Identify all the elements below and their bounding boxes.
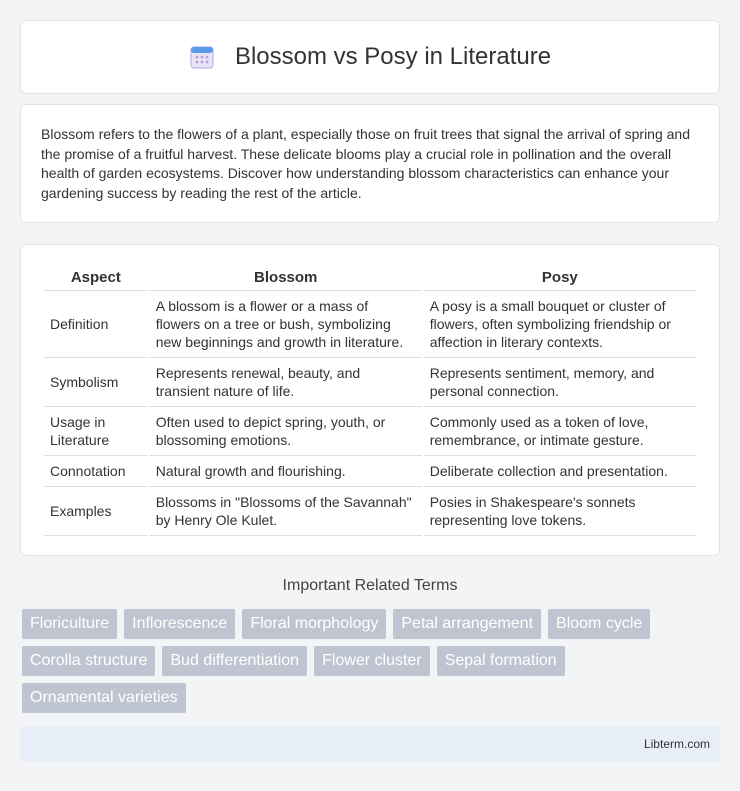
intro-card: [20, 104, 720, 223]
header-card: [20, 20, 720, 94]
related-terms-list: [22, 609, 722, 720]
table-cell: Blossoms in "Blossoms of the Savannah" by Henry Ole Kulet.: [150, 487, 422, 536]
table-cell: Represents renewal, beauty, and transient nature of life.: [150, 358, 422, 407]
table-header-row: [44, 265, 696, 291]
tag[interactable]: Ornamental varieties: [22, 683, 186, 713]
intro-text: Blossom refers to the flowers of a plant, especially those on fruit trees that signal the arrival of spring and the promise of a fruitful harvest. These delicate blooms play a crucial role in pollination and the overall health of garden ecosystems. Discover how understanding blossom characteristics can enhance your gardening success by reading the rest of the article.: [41, 126, 690, 201]
table-cell: A posy is a small bouquet or cluster of flowers, often symbolizing friendship or affection in literary contexts.: [424, 291, 696, 358]
tag[interactable]: Bud differentiation: [162, 646, 307, 676]
related-terms-title: Important Related Terms: [282, 577, 458, 594]
table-row: [44, 487, 696, 536]
table-row: [44, 358, 696, 407]
column-header: Blossom: [150, 265, 422, 291]
table-cell: Commonly used as a token of love, remembrance, or intimate gesture.: [424, 407, 696, 456]
footer: [20, 727, 720, 761]
comparison-card: [20, 244, 720, 556]
tag[interactable]: Inflorescence: [124, 609, 235, 639]
table-cell: Examples: [44, 487, 148, 536]
table-cell: Definition: [44, 291, 148, 358]
comparison-table: [42, 265, 698, 536]
tag[interactable]: Flower cluster: [314, 646, 430, 676]
table-cell: Deliberate collection and presentation.: [424, 456, 696, 487]
tag[interactable]: Sepal formation: [437, 646, 565, 676]
table-cell: Often used to depict spring, youth, or blossoming emotions.: [150, 407, 422, 456]
tag[interactable]: Petal arrangement: [393, 609, 541, 639]
table-row: [44, 407, 696, 456]
page-title: Blossom vs Posy in Literature: [234, 43, 552, 70]
column-header: Aspect: [44, 265, 148, 291]
table-row: [44, 291, 696, 358]
footer-link[interactable]: Libterm.com: [643, 737, 710, 751]
table-cell: Usage in Literature: [44, 407, 148, 456]
table-cell: Posies in Shakespeare's sonnets representing love tokens.: [424, 487, 696, 536]
tag[interactable]: Floriculture: [22, 609, 117, 639]
table-row: [44, 456, 696, 487]
calendar-icon: [189, 44, 215, 70]
table-cell: Symbolism: [44, 358, 148, 407]
tag[interactable]: Corolla structure: [22, 646, 155, 676]
table-cell: Natural growth and flourishing.: [150, 456, 422, 487]
table-cell: A blossom is a flower or a mass of flowers on a tree or bush, symbolizing new beginnings and growth in literature.: [150, 291, 422, 358]
table-cell: Connotation: [44, 456, 148, 487]
column-header: Posy: [424, 265, 696, 291]
tag[interactable]: Bloom cycle: [548, 609, 650, 639]
table-cell: Represents sentiment, memory, and personal connection.: [424, 358, 696, 407]
tag[interactable]: Floral morphology: [242, 609, 386, 639]
